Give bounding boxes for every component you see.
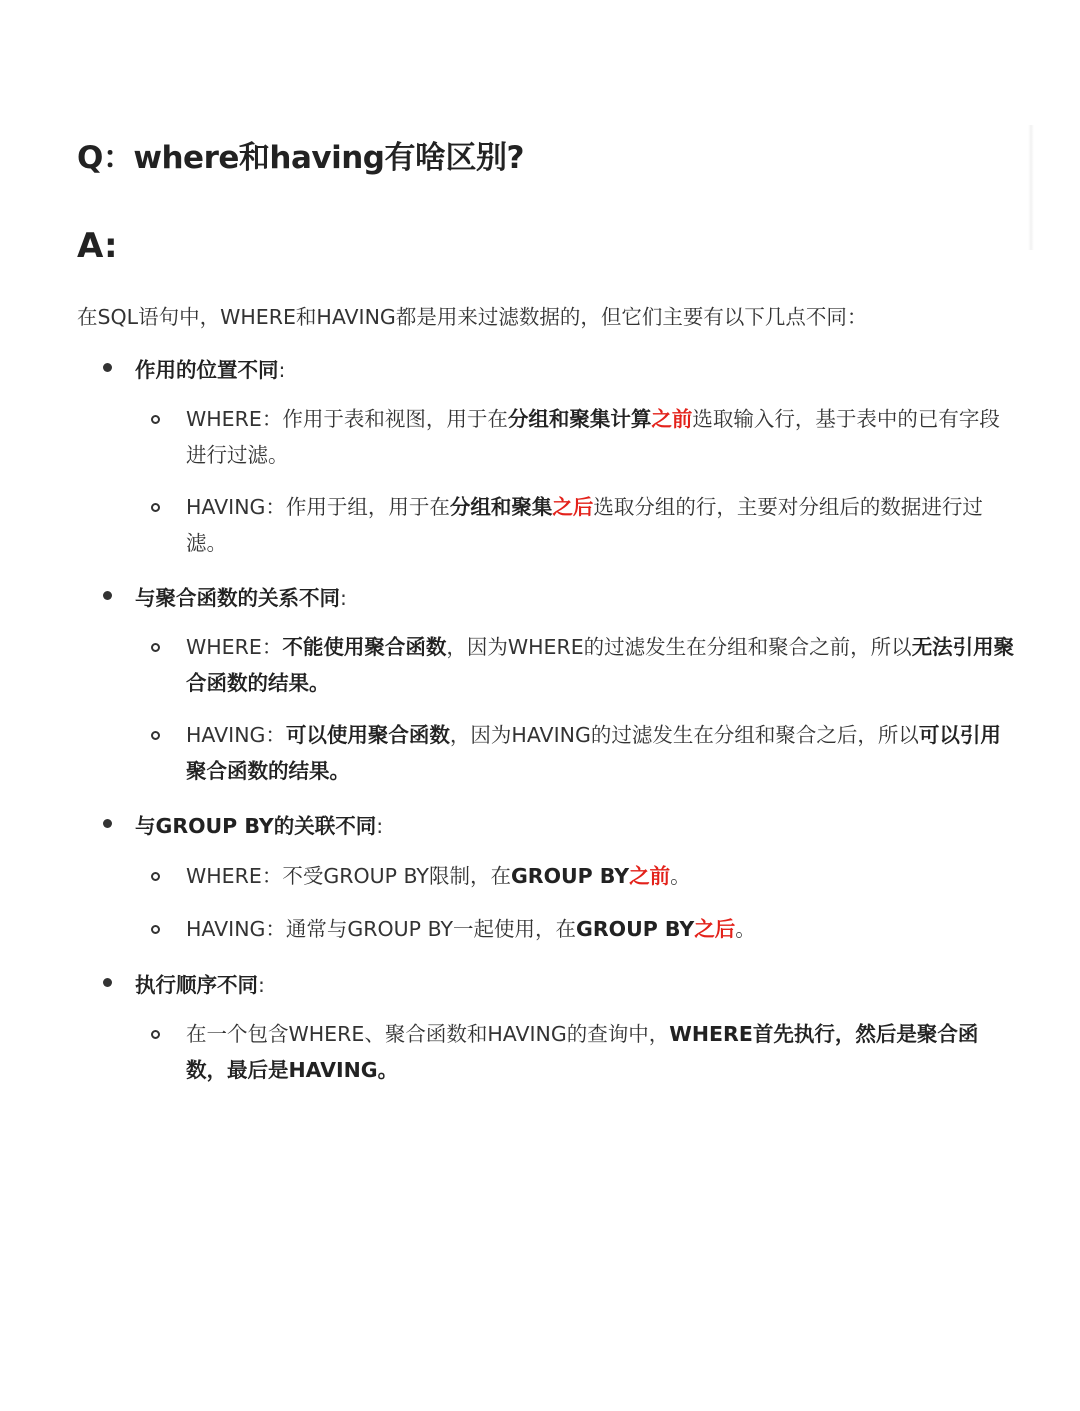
sub-bullet-icon (151, 925, 160, 934)
sub-bullet-icon (151, 415, 160, 424)
text-run: 执行顺序不同 (135, 973, 258, 997)
section-title (135, 809, 383, 839)
sub-bullet-icon (151, 643, 160, 652)
bullet-icon (103, 819, 112, 828)
text-run: 可以引用聚合函数的结果。 (186, 723, 1001, 783)
text-run: 之后 (552, 495, 594, 519)
section-title (135, 581, 347, 611)
list-item (186, 911, 1016, 947)
text-run: WHERE：不受GROUP BY限制，在 (186, 864, 511, 888)
text-run: 选取分组的行，主要对分组后的数据进行过滤。 (186, 495, 983, 555)
text-run: 作用的位置不同 (135, 358, 279, 382)
answer-heading: A: (77, 226, 118, 266)
list-item (186, 401, 1016, 473)
text-run: 。 (735, 917, 756, 941)
text-run: : (258, 973, 265, 997)
text-run: 分组和聚集 (449, 495, 553, 519)
text-run: 分组和聚集计算 (507, 407, 652, 431)
text-run: : (376, 814, 384, 838)
text-run: GROUP BY (510, 864, 630, 888)
text-run: 无法引用聚合函数的结果。 (186, 635, 1015, 695)
text-run: : (278, 358, 286, 382)
sub-bullet-icon (151, 503, 160, 512)
list-item (186, 629, 1016, 701)
text-run: 与GROUP BY的关联不同 (135, 814, 377, 838)
text-run: 选取输入行，基于表中的已有字段进行过滤。 (186, 407, 1000, 467)
section-title (135, 968, 265, 998)
list-item (186, 858, 1016, 894)
text-run: : (340, 586, 347, 610)
list-item (186, 717, 1016, 789)
text-run: 之前 (651, 407, 693, 431)
text-run: WHERE首先执行，然后是聚合函数，最后是HAVING。 (186, 1022, 979, 1082)
text-run: ，因为WHERE的过滤发生在分组和聚合之前，所以 (446, 635, 912, 659)
text-run: 与聚合函数的关系不同 (135, 586, 340, 610)
text-run: WHERE： (186, 635, 283, 659)
sub-bullet-icon (151, 1030, 160, 1039)
text-run: 在一个包含WHERE、聚合函数和HAVING的查询中， (186, 1022, 670, 1046)
text-run: WHERE：作用于表和视图，用于在 (186, 407, 508, 431)
question-heading: Q：where和having有啥区别? (77, 140, 524, 176)
intro-paragraph: 在SQL语句中，WHERE和HAVING都是用来过滤数据的，但它们主要有以下几点不同： (77, 305, 868, 329)
bullet-icon (103, 978, 112, 987)
text-run: 可以使用聚合函数 (285, 723, 450, 747)
sub-bullet-icon (151, 872, 160, 881)
sub-bullet-icon (151, 731, 160, 740)
bullet-icon (103, 591, 112, 600)
text-run: HAVING：作用于组，用于在 (186, 495, 450, 519)
text-run: HAVING： (186, 723, 286, 747)
section-title (135, 353, 285, 383)
text-run: 之后 (694, 917, 736, 941)
text-run: ，因为HAVING的过滤发生在分组和聚合之后，所以 (449, 723, 919, 747)
text-run: GROUP BY (576, 917, 695, 941)
page-edge-shadow (1028, 125, 1034, 250)
text-run: 。 (670, 864, 691, 888)
list-item (186, 1016, 1016, 1088)
text-run: HAVING：通常与GROUP BY一起使用，在 (186, 917, 577, 941)
list-item (186, 489, 1016, 561)
text-run: 之前 (629, 864, 671, 888)
bullet-icon (103, 363, 112, 372)
text-run: 不能使用聚合函数 (282, 635, 447, 659)
